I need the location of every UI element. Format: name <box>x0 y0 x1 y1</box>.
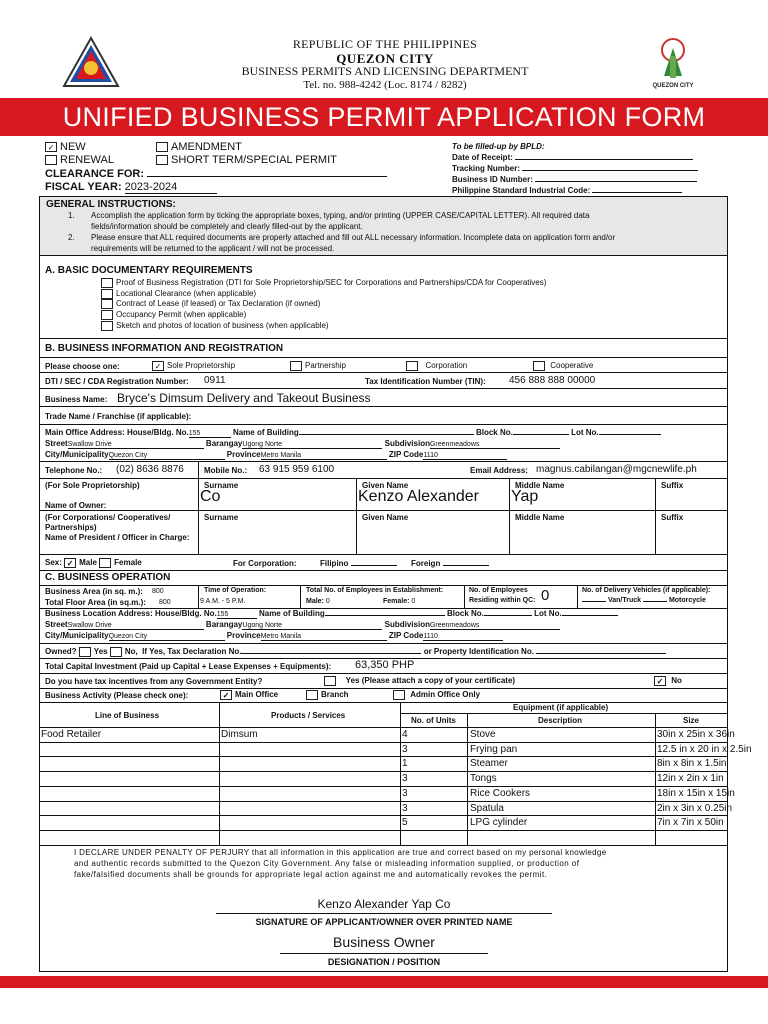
divider <box>400 713 727 714</box>
owned-no-label: No, <box>124 647 138 657</box>
block-label: Block No. <box>475 428 513 437</box>
admin-office-option[interactable] <box>393 690 480 700</box>
filipino-field[interactable] <box>351 565 397 566</box>
bpld-business-id <box>452 175 697 184</box>
corporation-checkbox[interactable] <box>406 361 418 371</box>
instruction-2-num: 2. <box>68 233 75 242</box>
divider <box>40 424 727 425</box>
loc-address-label: Business Location Address: House/Bldg. No. <box>45 609 217 618</box>
area-label: Business Area (in sq. m.): <box>45 587 143 596</box>
loc-house-field[interactable]: 155 <box>217 611 257 619</box>
female-label: Female <box>114 558 142 568</box>
loc-street-field[interactable]: Swallow Drive <box>68 622 204 630</box>
table-cell-units[interactable]: 3 <box>402 787 408 799</box>
new-checkbox[interactable]: ✓ <box>45 142 57 152</box>
business-name-label: Business Name: <box>45 395 108 404</box>
divider <box>40 643 727 644</box>
table-cell-desc[interactable]: LPG cylinder <box>470 817 528 829</box>
main-office-label: Main Office <box>235 690 279 700</box>
male-emp-label: Male: <box>306 598 324 605</box>
qc-logo-text: QUEZON CITY <box>652 83 694 89</box>
divider <box>40 688 727 689</box>
republic-line: REPUBLIC OF THE PHILIPPINES <box>292 37 478 51</box>
given-header: Given Name <box>362 481 409 490</box>
req-checkbox-4[interactable] <box>101 310 113 320</box>
table-cell-product[interactable]: Dimsum <box>221 729 258 740</box>
city-field[interactable]: Quezon City <box>109 452 225 460</box>
loc-address-row <box>45 609 618 619</box>
table-cell-size[interactable]: 30in x 25in x 36in <box>657 729 735 740</box>
surname-header: Surname <box>204 481 239 490</box>
owned-label: Owned? <box>45 647 77 657</box>
req-label-3: Contract of Lease (if leased) or Tax Declaration (if owned) <box>116 299 321 309</box>
receipt-date-field[interactable] <box>515 159 693 160</box>
table-cell-desc[interactable]: Steamer <box>470 758 508 770</box>
cooperative-checkbox[interactable] <box>533 361 545 371</box>
male-emp <box>306 598 330 605</box>
instruction-2b: requirements will be returned to the applicant / will not be processed. <box>91 244 335 253</box>
table-row-divider <box>40 742 727 743</box>
main-address-label: Main Office Address: House/Bldg. No. <box>45 428 189 437</box>
clearance-label: CLEARANCE FOR: <box>45 168 144 180</box>
req-checkbox-5[interactable] <box>101 321 113 331</box>
fiscal-label: FISCAL YEAR: <box>45 181 122 193</box>
divider <box>509 478 510 554</box>
req-item-4[interactable] <box>101 310 246 320</box>
block-field[interactable] <box>513 434 569 435</box>
table-cell-size[interactable]: 18in x 15in x 15in <box>657 787 735 799</box>
incentive-label: Do you have tax incentives from any Government Entity? <box>45 677 263 686</box>
female-emp-label: Female: <box>383 598 410 605</box>
psic-field[interactable] <box>592 192 682 193</box>
branch-checkbox[interactable] <box>306 690 318 700</box>
incentive-no-label: No <box>671 676 682 686</box>
req-item-3[interactable] <box>101 299 320 309</box>
sex-label: Sex: <box>45 558 62 568</box>
foreign-field[interactable] <box>443 565 489 566</box>
department-line: BUSINESS PERMITS AND LICENSING DEPARTMENT <box>241 64 529 78</box>
loc-street-row <box>45 620 560 630</box>
table-cell-units[interactable]: 3 <box>402 773 408 785</box>
clearance-field[interactable] <box>147 176 387 177</box>
table-cell-size[interactable]: 8in x 8in x 1.5in <box>657 758 727 770</box>
renewal-checkbox[interactable] <box>45 155 57 165</box>
partnership-option[interactable] <box>290 361 346 371</box>
incentive-yes-checkbox[interactable] <box>324 676 336 686</box>
barangay-label: Barangay <box>205 439 243 448</box>
new-label: NEW <box>60 141 86 153</box>
designation-line <box>280 953 488 954</box>
divider <box>40 478 727 479</box>
filipino-label: Filipino <box>320 559 349 568</box>
amendment-checkbox[interactable] <box>156 142 168 152</box>
time-label: Time of Operation: <box>204 587 267 594</box>
loc-block-field[interactable] <box>484 615 532 616</box>
lot-label: Lot No. <box>571 428 599 437</box>
qc-emp-label: No. of Employees <box>469 587 528 594</box>
bpld-tracking-label: Tracking Number: <box>452 164 521 173</box>
admin-office-label: Admin Office Only <box>410 690 481 700</box>
divider <box>40 673 727 674</box>
bplo-seal-logo <box>62 36 120 88</box>
loc-street-label: Street <box>45 620 68 629</box>
table-row-divider <box>40 815 727 816</box>
street-field[interactable]: Swallow Drive <box>68 441 204 449</box>
qc-emp-value[interactable]: 0 <box>541 587 550 604</box>
col-description-header: Description <box>538 716 583 725</box>
branch-label: Branch <box>321 690 349 700</box>
business-name-value[interactable]: Bryce's Dimsum Delivery and Takeout Business <box>117 391 371 405</box>
foreign-row <box>411 559 489 568</box>
table-cell-desc[interactable]: Spatula <box>470 802 504 814</box>
table-cell-line[interactable]: Food Retailer <box>41 729 102 740</box>
table-cell-desc[interactable]: Stove <box>470 729 496 740</box>
amendment-option[interactable] <box>156 141 242 153</box>
loc-barangay-label: Barangay <box>205 620 243 629</box>
incentive-yes-label: Yes (Please attach a copy of your certificate) <box>345 676 516 686</box>
filipino-row <box>320 559 397 568</box>
short-term-label: SHORT TERM/SPECIAL PERMIT <box>171 154 337 166</box>
choose-label: Please choose one: <box>45 362 120 371</box>
incentive-no-checkbox[interactable]: ✓ <box>654 676 666 686</box>
footer-red-bar <box>0 976 768 988</box>
designation-label: DESIGNATION / POSITION <box>327 957 441 967</box>
mobile-label: Mobile No.: <box>204 466 248 475</box>
corporation-label: Corporation <box>425 361 468 371</box>
email-label: Email Address: <box>470 466 528 475</box>
instruction-2: Please ensure that ALL required documents are properly attached and fill out ALL necessary information. Incomplete data on application form and/or <box>91 233 616 242</box>
corporation-option[interactable] <box>406 361 467 371</box>
table-row-divider <box>40 801 727 802</box>
moto-label: Motorcycle <box>668 597 706 604</box>
new-option[interactable] <box>45 141 86 153</box>
telephone-label: Telephone No.: <box>45 466 103 475</box>
loc-subdivision-field[interactable]: Greenmeadows <box>430 622 560 630</box>
sole-checkbox[interactable]: ✓ <box>152 361 164 371</box>
section-b-title: B. BUSINESS INFORMATION AND REGISTRATION <box>45 343 284 354</box>
partnership-label: Partnership <box>305 361 346 371</box>
subdivision-label: Subdivision <box>384 439 430 448</box>
corp-surname-header: Surname <box>204 513 239 522</box>
owned-row <box>45 647 666 657</box>
tin-label: Tax Identification Number (TIN): <box>365 377 486 386</box>
incentive-no-option[interactable] <box>654 676 682 686</box>
col-products-header: Products / Services <box>271 711 346 720</box>
divider <box>198 585 199 608</box>
owner-middle-value[interactable]: Yap <box>511 488 539 505</box>
loc-barangay-field[interactable]: Ugong Norte <box>242 622 382 630</box>
middle-header: Middle Name <box>515 481 565 490</box>
van-label: Van/Truck <box>607 597 642 604</box>
tracking-field[interactable] <box>522 170 698 171</box>
divider <box>40 727 727 728</box>
telephone-value[interactable]: (02) 8636 8876 <box>116 464 184 475</box>
van-field[interactable] <box>582 601 606 602</box>
foreign-label: Foreign <box>411 559 441 568</box>
divider <box>40 570 727 571</box>
divider <box>40 702 727 703</box>
req-item-2[interactable] <box>101 289 256 299</box>
bpld-tracking <box>452 164 698 173</box>
table-row-divider <box>40 771 727 772</box>
divider <box>40 338 727 339</box>
bpld-psic-label: Philippine Standard Industrial Code: <box>452 186 591 195</box>
male-label: Male <box>79 558 97 568</box>
bpld-date <box>452 153 693 162</box>
divider <box>40 845 727 846</box>
qc-emp-label-2: Residing within QC: <box>469 597 536 604</box>
req-checkbox-3[interactable] <box>101 299 113 309</box>
barangay-field[interactable]: Ugong Norte <box>242 441 382 449</box>
divider <box>40 406 727 407</box>
table-cell-size[interactable]: 7in x 7in x 50in <box>657 817 724 829</box>
corp-middle-header: Middle Name <box>515 513 565 522</box>
female-checkbox[interactable] <box>99 558 111 568</box>
city-label: City/Municipality <box>45 450 109 459</box>
time-value[interactable]: 9 A.M. - 5 P.M. <box>200 598 246 605</box>
trade-name-label: Trade Name / Franchise (if applicable): <box>45 412 192 421</box>
property-id-field[interactable] <box>536 653 666 654</box>
activity-label: Business Activity (Please check one): <box>45 691 189 700</box>
owned-yes-checkbox[interactable] <box>79 647 91 657</box>
street-label: Street <box>45 439 68 448</box>
subdivision-field[interactable]: Greenmeadows <box>430 441 560 449</box>
bpld-business-id-label: Business ID Number: <box>452 175 533 184</box>
building-field[interactable] <box>299 434 474 435</box>
bpld-date-label: Date of Receipt: <box>452 153 513 162</box>
divider <box>655 478 656 554</box>
vehicles-label: No. of Delivery Vehicles (if applicable): <box>582 587 711 594</box>
divider <box>464 585 465 608</box>
qc-logo <box>648 36 698 92</box>
zip-field[interactable]: 1110 <box>423 452 507 460</box>
loc-province-field[interactable]: Metro Manila <box>261 633 387 641</box>
divider <box>40 372 727 373</box>
section-a-title: A. BASIC DOCUMENTARY REQUIREMENTS <box>45 265 253 276</box>
dti-label: DTI / SEC / CDA Registration Number: <box>45 377 189 386</box>
bpld-title: To be filled-up by BPLD: <box>452 142 545 151</box>
floor-area-label: Total Floor Area (in sq.m.): <box>45 598 146 607</box>
col-size-header: Size <box>683 716 700 725</box>
province-field[interactable]: Metro Manila <box>261 452 387 460</box>
loc-city-label: City/Municipality <box>45 631 109 640</box>
col-equipment-header: Equipment (if applicable) <box>513 703 609 712</box>
owner-label: Name of Owner: <box>45 501 107 510</box>
divider <box>356 478 357 554</box>
mobile-value[interactable]: 63 915 959 6100 <box>259 464 335 475</box>
form-title-banner: UNIFIED BUSINESS PERMIT APPLICATION FORM <box>0 98 768 136</box>
loc-building-field[interactable] <box>325 615 445 616</box>
page-header <box>0 0 768 98</box>
declaration-line-3: fake/falsified documents shall be grounds for appropriate legal action against me and automatically revokes the permit. <box>74 870 548 879</box>
city-row <box>45 450 507 460</box>
fiscal-field[interactable]: 2023-2024 <box>125 181 217 194</box>
main-office-checkbox[interactable]: ✓ <box>220 690 232 700</box>
table-row-divider <box>40 786 727 787</box>
divider <box>40 554 727 555</box>
loc-building-label: Name of Building <box>258 609 325 618</box>
suffix-header: Suffix <box>661 481 684 490</box>
building-label: Name of Building <box>232 428 299 437</box>
owned-yes-label: Yes <box>93 647 108 657</box>
male-checkbox[interactable]: ✓ <box>64 558 76 568</box>
table-cell-units[interactable]: 3 <box>402 743 408 755</box>
for-corp-label: For Corporation: <box>233 559 297 568</box>
table-cell-desc[interactable]: Tongs <box>470 773 497 785</box>
table-cell-size[interactable]: 2in x 3in x 0.25in <box>657 802 733 814</box>
divider <box>198 478 199 554</box>
corp-header-text: (For Corporations/ Cooperatives/ Partnerships) <box>45 513 171 532</box>
vehicles-row <box>582 597 706 604</box>
table-cell-units[interactable]: 1 <box>402 758 408 770</box>
employees-label: Total No. of Employees in Establishment: <box>306 587 444 594</box>
table-cell-desc[interactable]: Frying pan <box>470 743 518 755</box>
declaration-line-2: and authentic records submitted to the Quezon City Government. Any false or misleading information supplied, or production of <box>74 859 580 868</box>
loc-city-field[interactable]: Quezon City <box>109 633 225 641</box>
branch-option[interactable] <box>306 690 349 700</box>
owner-given-value[interactable]: Kenzo Alexander <box>358 488 479 505</box>
req-checkbox-1[interactable] <box>101 278 113 288</box>
divider <box>40 510 727 511</box>
table-cell-size[interactable]: 12.5 in x 20 in x 2.5in <box>657 743 752 755</box>
email-value[interactable]: magnus.cabilangan@mgcnewlife.ph <box>536 464 697 475</box>
loc-subdivision-label: Subdivision <box>384 620 430 629</box>
divider <box>400 702 401 845</box>
table-row-divider <box>40 830 727 831</box>
zip-label: ZIP Code <box>388 450 424 459</box>
main-office-option[interactable] <box>220 690 278 700</box>
table-cell-units[interactable]: 3 <box>402 802 408 814</box>
admin-office-checkbox[interactable] <box>393 690 405 700</box>
fiscal-row <box>45 181 217 194</box>
instruction-1: Accomplish the application form by ticking the appropriate boxes, typing, and/or printing (UPPER CASE/CAPITAL LETTER). All required data <box>91 211 590 220</box>
corp-suffix-header: Suffix <box>661 513 684 522</box>
cooperative-label: Cooperative <box>550 361 594 371</box>
divider <box>577 585 578 608</box>
street-row <box>45 439 560 449</box>
president-label: Name of President / Officer in Charge: <box>45 533 190 542</box>
table-cell-units[interactable]: 4 <box>402 729 408 740</box>
loc-block-label: Block No. <box>446 609 484 618</box>
owned-no-checkbox[interactable] <box>110 647 122 657</box>
owner-surname-value[interactable]: Co <box>200 488 221 505</box>
corp-given-header: Given Name <box>362 513 409 522</box>
req-item-1[interactable] <box>101 278 546 288</box>
col-line-header: Line of Business <box>95 711 160 720</box>
business-id-field[interactable] <box>535 181 697 182</box>
table-cell-desc[interactable]: Rice Cookers <box>470 787 531 799</box>
floor-area-value[interactable]: 800 <box>159 599 171 606</box>
short-term-option[interactable] <box>156 154 337 166</box>
incentive-yes-option[interactable] <box>324 676 515 686</box>
capital-value[interactable]: 63,350 PHP <box>355 659 415 671</box>
req-label-2: Locational Clearance (when applicable) <box>116 289 257 299</box>
male-emp-value[interactable]: 0 <box>325 598 330 605</box>
req-checkbox-2[interactable] <box>101 289 113 299</box>
req-item-5[interactable] <box>101 321 329 331</box>
loc-province-label: Province <box>226 631 261 640</box>
partnership-checkbox[interactable] <box>290 361 302 371</box>
province-label: Province <box>226 450 261 459</box>
instruction-1b: fields/information should be completely and clearly filled-out by the applicant. <box>91 222 363 231</box>
loc-lot-field[interactable] <box>562 615 618 616</box>
declaration-line-1: I DECLARE UNDER PENALTY OF PERJURY that all information in this application are true and correct based on my personal knowledge <box>74 848 607 857</box>
loc-city-row <box>45 631 503 641</box>
loc-lot-label: Lot No. <box>534 609 562 618</box>
section-c-title: C. BUSINESS OPERATION <box>45 572 171 583</box>
area-value[interactable]: 800 <box>152 588 164 595</box>
divider <box>40 388 727 389</box>
taxdec-field[interactable] <box>241 653 421 654</box>
divider <box>655 713 656 845</box>
tel-line: Tel. no. 988-4242 (Loc. 8174 / 8282) <box>303 78 467 91</box>
divider <box>219 702 220 845</box>
signature-line <box>216 913 552 914</box>
sole-label: Sole Proprietorship <box>167 361 236 371</box>
designation-value[interactable]: Business Owner <box>333 934 435 950</box>
bpld-psic <box>452 186 682 195</box>
instructions-title: GENERAL INSTRUCTIONS: <box>46 199 176 210</box>
female-emp-value[interactable]: 0 <box>411 598 416 605</box>
signatory-name[interactable]: Kenzo Alexander Yap Co <box>317 897 451 911</box>
renewal-label: RENEWAL <box>60 154 114 166</box>
divider <box>300 585 301 608</box>
divider <box>198 461 199 478</box>
lot-field[interactable] <box>599 434 661 435</box>
dti-value[interactable]: 0911 <box>204 375 226 386</box>
renewal-option[interactable] <box>45 154 114 166</box>
divider <box>40 461 727 462</box>
clearance-row <box>45 168 387 180</box>
female-emp <box>383 598 415 605</box>
header-text <box>180 38 590 92</box>
table-cell-units[interactable]: 5 <box>402 817 408 829</box>
loc-zip-field[interactable]: 1110 <box>423 633 503 641</box>
tin-value[interactable]: 456 888 888 00000 <box>509 375 596 386</box>
cooperative-option[interactable] <box>533 361 593 371</box>
table-cell-size[interactable]: 12in x 2in x 1in <box>657 773 724 785</box>
capital-label: Total Capital Investment (Paid up Capital + Lease Expenses + Equipments): <box>45 662 332 671</box>
short-term-checkbox[interactable] <box>156 155 168 165</box>
col-units-header: No. of Units <box>411 716 456 725</box>
divider <box>40 585 727 586</box>
house-no-field[interactable]: 155 <box>189 430 231 438</box>
sole-header: (For Sole Proprietorship) <box>45 481 140 490</box>
signature-label: SIGNATURE OF APPLICANT/OWNER OVER PRINTED NAME <box>255 917 513 927</box>
taxdec-label: If Yes, Tax Declaration No. <box>142 647 242 657</box>
amendment-label: AMENDMENT <box>171 141 242 153</box>
divider <box>467 713 468 845</box>
property-id-label: or Property Identification No. <box>423 647 534 657</box>
req-label-1: Proof of Business Registration (DTI for Sole Proprietorship/SEC for Corporations and Partnerships/CDA for Cooperatives) <box>116 278 547 288</box>
table-row-divider <box>40 756 727 757</box>
sole-option[interactable] <box>152 361 235 371</box>
instruction-1-num: 1. <box>68 211 75 220</box>
sex-row <box>45 558 142 568</box>
req-label-5: Sketch and photos of location of business (when applicable) <box>116 321 329 331</box>
loc-zip-label: ZIP Code <box>388 631 424 640</box>
moto-field[interactable] <box>643 601 667 602</box>
city-line: QUEZON CITY <box>336 50 434 66</box>
corp-header <box>45 513 195 543</box>
req-label-4: Occupancy Permit (when applicable) <box>116 310 247 320</box>
main-address-row <box>45 428 661 438</box>
divider <box>40 357 727 358</box>
